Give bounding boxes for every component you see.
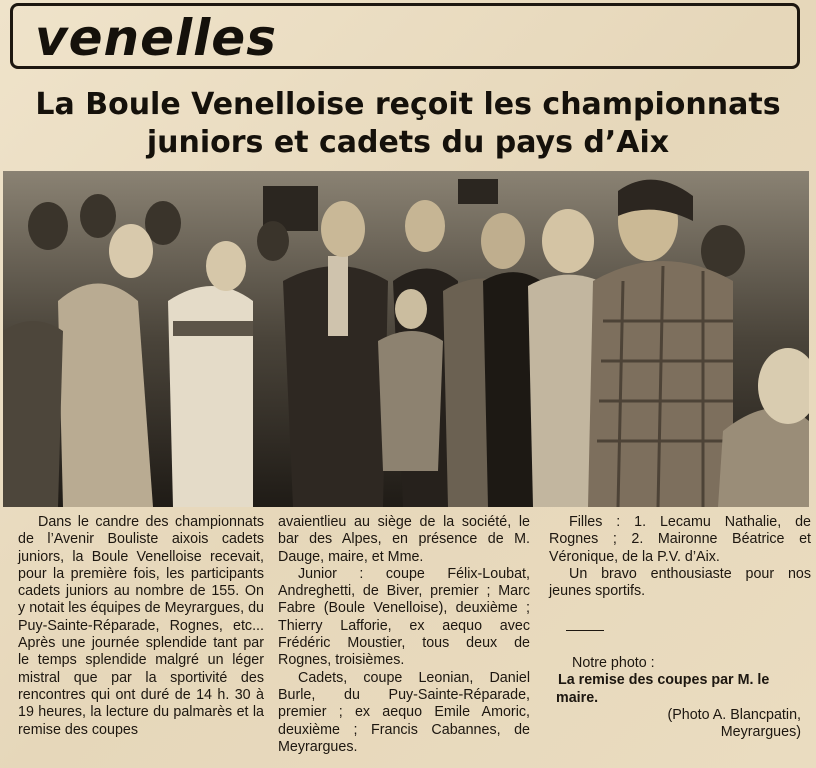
article-paragraph: Filles : 1. Lecamu Nathalie, de Rognes ; 2. Maironne Béatrice et Véronique, de la P.V. d’Aix. bbox=[549, 514, 811, 565]
divider-rule bbox=[566, 630, 604, 631]
article-paragraph: Junior : coupe Félix-Loubat, Andreghetti, de Biver, premier ; Marc Fabre (Boule Venelloise), deuxième ; Thierry Lafforie, ex aequo avec Frédéric Moustier, tous deux de Rognes, troisièmes. bbox=[278, 565, 530, 669]
headline-line-1: La Boule Venelloise reçoit les championnats bbox=[35, 87, 781, 122]
masthead-title: venelles bbox=[35, 9, 277, 67]
article-paragraph: Cadets, coupe Leonian, Daniel Burle, du Puy-Sainte-Réparade, premier ; ex aequo Emile Amoric, deuxième ; Francis Cabannes, de Meyrargues. bbox=[278, 669, 530, 755]
headline bbox=[0, 86, 816, 162]
article-column-1 bbox=[18, 514, 264, 739]
headline-line-2: juniors et cadets du pays d’Aix bbox=[146, 125, 670, 160]
masthead bbox=[10, 3, 800, 69]
article-paragraph: avaientlieu au siège de la société, le bar des Alpes, en présence de M. Dauge, maire, et Mme. bbox=[278, 514, 530, 565]
group-photo-icon bbox=[3, 171, 809, 507]
photo-caption bbox=[556, 655, 811, 741]
article-column-2 bbox=[278, 514, 530, 756]
article-paragraph: Dans le candre des championnats de l’Avenir Bouliste aixois cadets juniors, la Boule Venelloise recevait, pour la première fois, les participants cadets juniors au nombre de 155. On y notait les équipes de Meyrargues, du Puy-Sainte-Réparade, Rognes, etc... Après une journée splendide tant par le temps splendide malgré un léger mistral que par la sportivité des rencontres qui ont duré de 14 h. 30 à 19 heures, la lecture du palmarès et la remise des coupes bbox=[18, 514, 264, 738]
article-paragraph: Un bravo enthousiaste pour nos jeunes sportifs. bbox=[549, 565, 811, 600]
caption-credit-line-2: Meyrargues) bbox=[720, 724, 801, 741]
caption-title: La remise des coupes par M. le maire. bbox=[556, 672, 770, 706]
article-column-3 bbox=[549, 514, 811, 600]
caption-credit-line-1: (Photo A. Blancpatin, bbox=[667, 706, 801, 723]
caption-intro: Notre photo : bbox=[572, 655, 655, 671]
group-photo bbox=[3, 171, 809, 507]
